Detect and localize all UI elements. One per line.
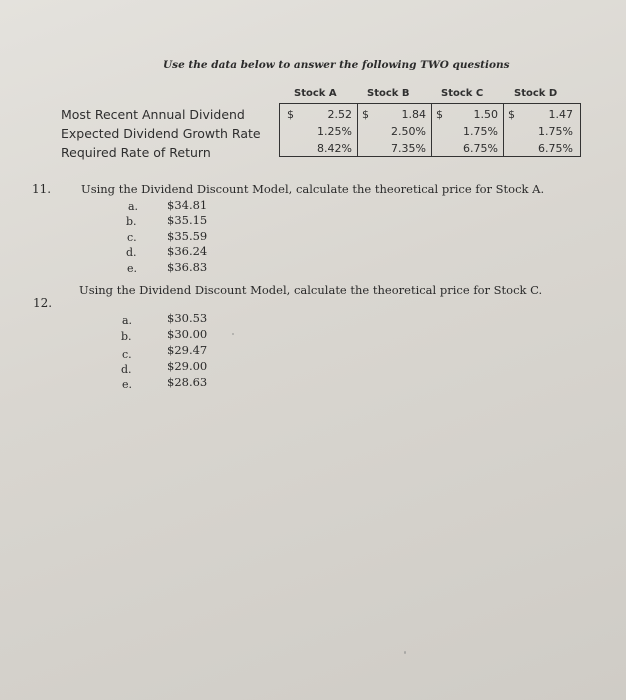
row-label-growth-rate: Expected Dividend Growth Rate xyxy=(61,126,261,141)
option-letter: b. xyxy=(121,330,132,343)
cell-growth-stock-c: 1.75% xyxy=(463,125,498,138)
table-divider xyxy=(503,103,504,157)
answer-option: $29.47 xyxy=(167,343,208,357)
paper-speck xyxy=(404,651,406,654)
cell-growth-stock-a: 1.25% xyxy=(317,125,352,138)
cell-dividend-stock-d: 1.47 xyxy=(548,108,573,121)
question-number: 11. xyxy=(32,182,52,196)
option-letter: e. xyxy=(127,262,138,275)
column-header-stock-d: Stock D xyxy=(514,88,558,99)
question-text: Using the Dividend Discount Model, calculate the theoretical price for Stock A. xyxy=(81,182,545,196)
option-letter: e. xyxy=(122,378,133,391)
cell-return-stock-c: 6.75% xyxy=(463,142,498,155)
table-divider xyxy=(357,103,358,157)
question-number: 12. xyxy=(33,296,53,310)
answer-option: $36.24 xyxy=(167,244,208,258)
row-label-dividend: Most Recent Annual Dividend xyxy=(61,107,245,122)
column-header-stock-b: Stock B xyxy=(367,88,410,99)
option-letter: b. xyxy=(126,215,137,228)
row-label-required-return: Required Rate of Return xyxy=(61,145,211,160)
option-letter: d. xyxy=(121,363,132,376)
instruction-text: Use the data below to answer the following TWO questions xyxy=(163,59,510,71)
cell-return-stock-d: 6.75% xyxy=(538,142,573,155)
answer-option: $30.00 xyxy=(167,327,208,341)
answer-option: $28.63 xyxy=(167,375,208,389)
cell-growth-stock-d: 1.75% xyxy=(538,125,573,138)
currency-symbol: $ xyxy=(287,108,294,121)
option-letter: a. xyxy=(128,200,139,213)
column-header-stock-a: Stock A xyxy=(294,88,337,99)
currency-symbol: $ xyxy=(436,108,443,121)
answer-option: $36.83 xyxy=(167,260,208,274)
cell-dividend-stock-a: 2.52 xyxy=(327,108,352,121)
question-text: Using the Dividend Discount Model, calculate the theoretical price for Stock C. xyxy=(79,283,543,297)
paper-speck xyxy=(232,333,234,335)
answer-option: $29.00 xyxy=(167,359,208,373)
option-letter: c. xyxy=(122,348,132,361)
table-divider xyxy=(431,103,432,157)
cell-return-stock-a: 8.42% xyxy=(317,142,352,155)
option-letter: a. xyxy=(122,314,133,327)
column-header-stock-c: Stock C xyxy=(441,88,484,99)
cell-dividend-stock-b: 1.84 xyxy=(401,108,426,121)
cell-dividend-stock-c: 1.50 xyxy=(473,108,498,121)
option-letter: d. xyxy=(126,246,137,259)
answer-option: $34.81 xyxy=(167,198,208,212)
answer-option: $35.59 xyxy=(167,229,208,243)
currency-symbol: $ xyxy=(362,108,369,121)
currency-symbol: $ xyxy=(508,108,515,121)
cell-return-stock-b: 7.35% xyxy=(391,142,426,155)
cell-growth-stock-b: 2.50% xyxy=(391,125,426,138)
answer-option: $35.15 xyxy=(167,213,208,227)
option-letter: c. xyxy=(127,231,137,244)
answer-option: $30.53 xyxy=(167,311,208,325)
